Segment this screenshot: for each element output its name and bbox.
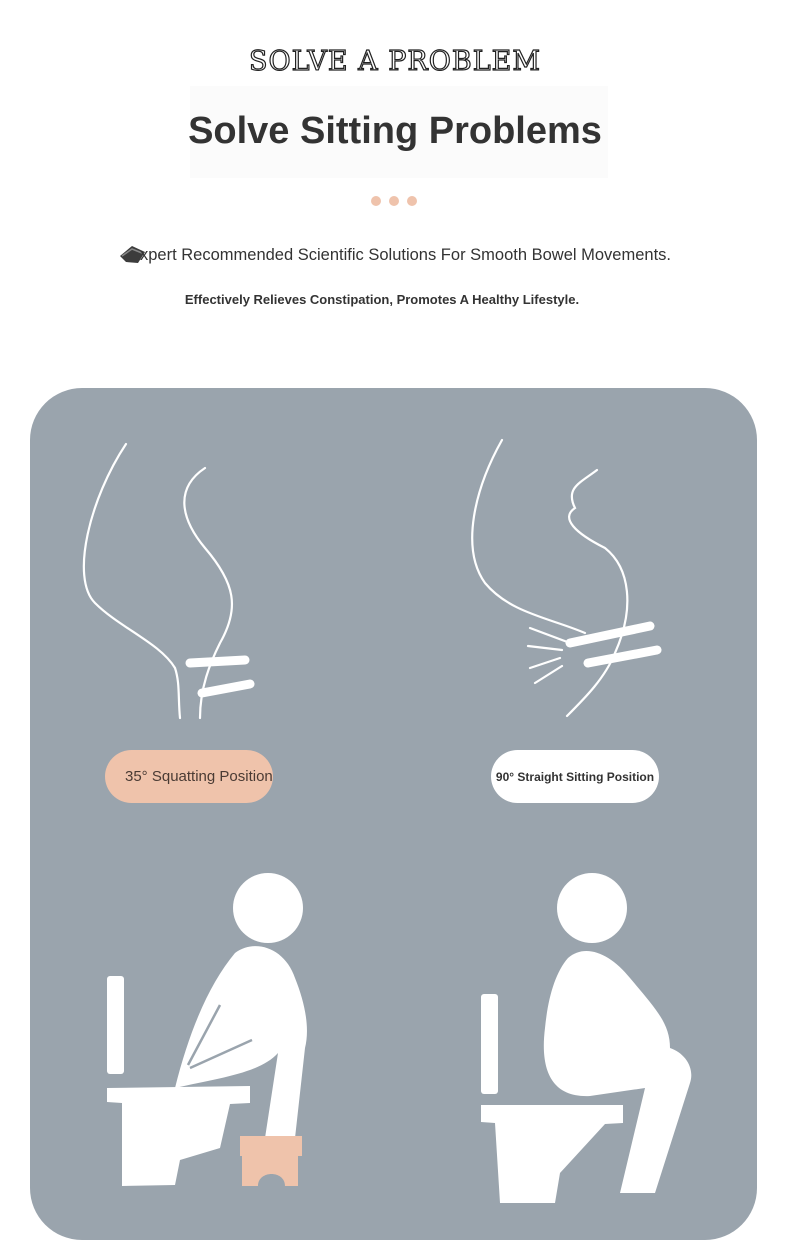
- sitting-figure-icon: [481, 873, 691, 1203]
- comparison-illustrations: [30, 388, 757, 1240]
- dot-icon: [407, 196, 417, 206]
- colon-diagram-icon: [472, 440, 657, 716]
- tagline: [118, 243, 678, 267]
- page-title: Solve Sitting Problems: [188, 110, 602, 152]
- dot-icon: [371, 196, 381, 206]
- footstool-icon: [240, 1136, 302, 1186]
- decorative-dots: [371, 196, 417, 206]
- right-position-label: 90° Straight Sitting Position: [491, 750, 659, 803]
- sub-note: Effectively Relieves Constipation, Promotes A Healthy Lifestyle.: [184, 292, 580, 307]
- colon-diagram-icon: [84, 444, 250, 718]
- comparison-panel: [30, 388, 757, 1240]
- eyebrow-heading: SOLVE A PROBLEM: [249, 46, 541, 77]
- tagline-text: xpert Recommended Scientific Solutions For Smooth Bowel Movements.: [140, 245, 671, 264]
- dot-icon: [389, 196, 399, 206]
- left-position-label: 35° Squatting Position: [105, 750, 273, 803]
